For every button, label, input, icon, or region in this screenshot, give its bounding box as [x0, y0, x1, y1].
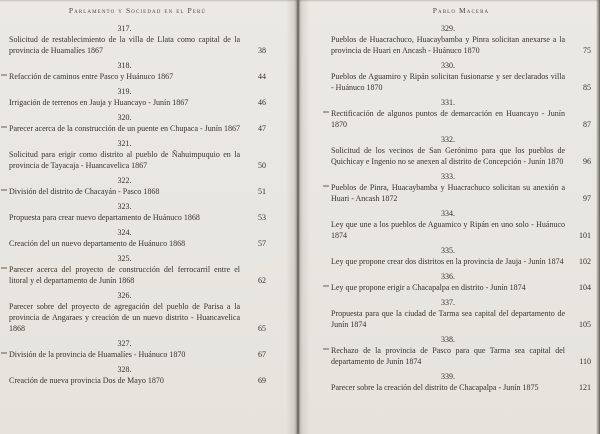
entry-title: Irrigación de terrenos en Jauja y Huancayo - Junín 1867 — [9, 98, 189, 107]
entry-page-number: 87 — [583, 120, 591, 129]
entry-line — [9, 212, 266, 223]
toc-entry — [9, 364, 266, 386]
entry-number: 320. — [117, 113, 132, 122]
toc-entry — [9, 112, 266, 134]
entry-number: 338. — [441, 335, 455, 344]
toc-entry — [331, 245, 591, 267]
entry-page-number: 105 — [579, 320, 591, 329]
entry-number: 317. — [117, 24, 132, 33]
entry-number: 322. — [117, 176, 132, 185]
entry-page-number: 47 — [258, 124, 266, 133]
entry-number: 334. — [441, 209, 455, 218]
toc-entries-right — [331, 23, 591, 393]
entry-number: 323. — [117, 202, 132, 211]
entry-page-number: 50 — [258, 161, 266, 170]
toc-entry — [331, 371, 591, 393]
entry-number: 331. — [441, 98, 455, 107]
entry-line — [331, 182, 591, 204]
entry-title: Solicitud de los vecinos de San Gerónimo para que los pueblos de Quichicay e Ingenio no se anexen al distrito de Concepción - Junín 1870 — [331, 146, 565, 166]
entry-line — [9, 238, 266, 249]
entry-page-number: 38 — [258, 46, 266, 55]
entry-number: 333. — [441, 172, 455, 181]
entry-line — [9, 349, 266, 360]
entry-number: 335. — [441, 246, 455, 255]
toc-entry — [9, 175, 266, 197]
margin-mark — [323, 185, 329, 187]
entry-number: 332. — [441, 135, 455, 144]
margin-mark — [1, 126, 7, 128]
entry-line — [331, 145, 591, 167]
entry-title: Solicitud de restablecimiento de la villa de Llata como capital de la provincia de Huamalíes 1867 — [9, 35, 240, 55]
entry-title: Ley que une a los pueblos de Aguamico y Ripán en uno solo - Huánuco 1874 — [331, 220, 565, 240]
entry-number: 325. — [117, 254, 132, 263]
entry-number: 318. — [117, 61, 132, 70]
entry-title: Creación de nueva provincia Dos de Mayo 1870 — [9, 376, 164, 385]
entry-page-number: 53 — [258, 213, 266, 222]
toc-entry — [9, 23, 266, 56]
toc-entry — [9, 227, 266, 249]
entry-line — [9, 71, 266, 82]
entry-line — [9, 149, 266, 171]
entry-line — [331, 256, 591, 267]
entry-line — [9, 97, 266, 108]
entry-page-number: 102 — [579, 257, 591, 266]
entry-title: Rectificación de algunos puntos de demarcación en Huancayo - Junín 1870 — [331, 109, 565, 129]
entry-page-number: 57 — [258, 239, 266, 248]
entry-page-number: 85 — [583, 83, 591, 92]
entry-page-number: 101 — [579, 231, 591, 240]
entry-title: Parecer acerca del proyecto de construcción del ferrocarril entre el litoral y el departamento de Junín 1868 — [9, 265, 240, 285]
entry-title: Parecer sobre la creación del distrito de Chacapalpa - Junín 1875 — [331, 383, 539, 392]
toc-entries-left — [9, 23, 266, 386]
entry-title: Refacción de caminos entre Pasco y Huánuco 1867 — [9, 72, 174, 81]
entry-line — [9, 301, 266, 334]
toc-entry — [331, 60, 591, 93]
entry-line — [331, 282, 591, 293]
entry-page-number: 104 — [579, 283, 591, 292]
entry-line — [331, 345, 591, 367]
entry-page-number: 51 — [258, 187, 266, 196]
entry-title: Pueblos de Aguamiro y Ripán solicitan fusionarse y ser declarados villa - Huánuco 1870 — [331, 72, 565, 92]
entry-line — [331, 34, 591, 56]
entry-line — [9, 34, 266, 56]
toc-entry — [331, 208, 591, 241]
toc-entry — [331, 171, 591, 204]
toc-entry — [331, 23, 591, 56]
entry-page-number: 75 — [583, 46, 591, 55]
entry-page-number: 65 — [258, 324, 266, 333]
entry-line — [331, 382, 591, 393]
entry-page-number: 46 — [258, 98, 266, 107]
entry-page-number: 67 — [258, 350, 266, 359]
toc-entry — [331, 134, 591, 167]
entry-title: Parecer acerca de la construcción de un puente en Chupaca - Junín 1867 — [9, 124, 241, 133]
entry-line — [9, 186, 266, 197]
entry-page-number: 97 — [583, 194, 591, 203]
entry-page-number: 44 — [258, 72, 266, 81]
margin-mark — [1, 267, 7, 269]
entry-title: Propuesta para crear nuevo departamento de Huánuco 1868 — [9, 213, 200, 222]
toc-entry — [9, 86, 266, 108]
toc-entry — [9, 338, 266, 360]
entry-number: 330. — [441, 61, 455, 70]
running-head-left: Parlamento y Sociedad en el Perú — [68, 6, 207, 15]
entry-title: División del distrito de Chacayán - Pasco 1868 — [9, 187, 160, 196]
toc-entry — [331, 297, 591, 330]
entry-line — [331, 308, 591, 330]
margin-mark — [323, 285, 329, 287]
entry-page-number: 96 — [583, 157, 591, 166]
margin-mark — [1, 352, 7, 354]
toc-entry — [9, 253, 266, 286]
entry-page-number: 69 — [258, 376, 266, 385]
toc-entry — [9, 138, 266, 171]
entry-title: Creación del un nuevo departamento de Huánuco 1868 — [9, 239, 186, 248]
entry-page-number: 121 — [579, 383, 591, 392]
entry-title: Propuesta para que la ciudad de Tarma sea capital del departamento de Junín 1874 — [331, 309, 565, 329]
entry-title: Pueblos de Pinra, Huacaybamba y Huacrachuco solicitan su anexión a Huari - Ancash 1872 — [331, 183, 565, 203]
toc-entry — [331, 271, 591, 293]
margin-mark — [323, 111, 329, 113]
entry-number: 339. — [441, 372, 455, 381]
running-head-right: Pablo Macera — [432, 6, 490, 15]
toc-entry — [9, 60, 266, 82]
toc-entry — [331, 334, 591, 367]
entry-title: Pueblos de Huacrachuco, Huacaybamba y Pinra solicitan anexarse a la provincia de Huari en Ancash - Huánuco 1870 — [331, 35, 565, 55]
entry-title: División de la provincia de Huamalíes - Huánuco 1870 — [9, 350, 186, 359]
entry-number: 326. — [117, 291, 132, 300]
entry-title: Solicitud para erigir como distrito al pueblo de Ñahuimpuquio en la provincia de Tayacaja - Huancavelica 1867 — [9, 150, 240, 170]
entry-line — [9, 264, 266, 286]
toc-entry — [9, 290, 266, 334]
entry-line — [331, 219, 591, 241]
entry-title: Ley que propone erigir a Chacapalpa en distrito - Junín 1874 — [331, 283, 526, 292]
entry-number: 324. — [117, 228, 132, 237]
entry-number: 329. — [441, 24, 455, 33]
entry-title: Ley que propone crear dos distritos en la provincia de Jauja - Junín 1874 — [331, 257, 564, 266]
entry-page-number: 62 — [258, 276, 266, 285]
entry-number: 319. — [117, 87, 132, 96]
entry-number: 336. — [441, 272, 455, 281]
entry-title: Parecer sobre del proyecto de agregación del pueblo de Parisa a la provincia de Angaraes y creación de un nuevo distrito - Huancavelica 1868 — [9, 302, 240, 333]
margin-mark — [1, 74, 7, 76]
entry-line — [9, 123, 266, 134]
entry-title: Rechazo de la provincia de Pasco para que Tarma sea capital del departamento de Junín 1874 — [331, 346, 565, 366]
toc-entry — [331, 97, 591, 130]
entry-line — [331, 108, 591, 130]
entry-number: 327. — [117, 339, 132, 348]
entry-number: 321. — [117, 139, 132, 148]
page-right — [300, 0, 600, 434]
entry-line — [9, 375, 266, 386]
entry-page-number: 110 — [579, 357, 591, 366]
toc-entry — [9, 201, 266, 223]
margin-mark — [323, 348, 329, 350]
entry-number: 328. — [117, 365, 132, 374]
entry-line — [331, 71, 591, 93]
entry-number: 337. — [441, 298, 455, 307]
margin-mark — [1, 189, 7, 191]
